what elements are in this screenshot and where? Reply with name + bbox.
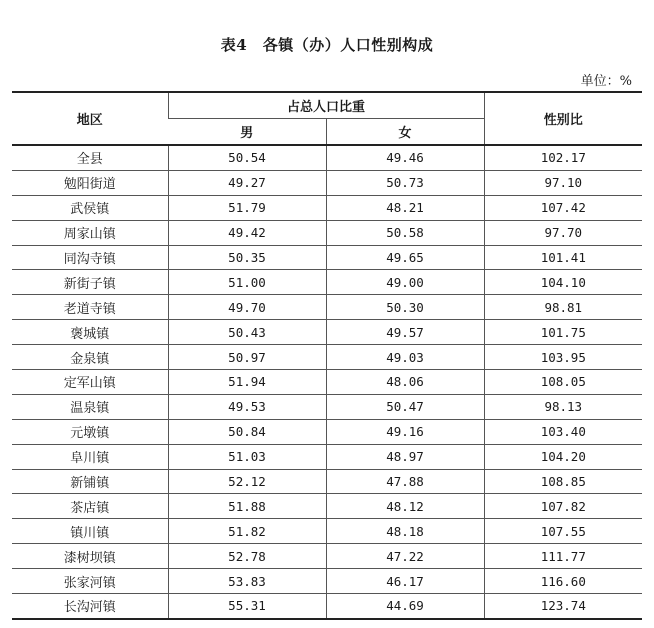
cell-female: 48.12 xyxy=(326,494,484,519)
table-row xyxy=(12,494,642,519)
table-row xyxy=(12,170,642,195)
cell-sex-ratio: 98.81 xyxy=(484,295,642,320)
cell-region: 漆树坝镇 xyxy=(12,544,168,569)
cell-region: 阜川镇 xyxy=(12,444,168,469)
cell-sex-ratio: 123.74 xyxy=(484,594,642,619)
table-body xyxy=(12,145,642,619)
table-row xyxy=(12,469,642,494)
cell-sex-ratio: 101.41 xyxy=(484,245,642,270)
table-row xyxy=(12,220,642,245)
cell-female: 47.22 xyxy=(326,544,484,569)
cell-region: 元墩镇 xyxy=(12,419,168,444)
cell-male: 51.94 xyxy=(168,370,326,395)
cell-male: 50.84 xyxy=(168,419,326,444)
cell-region: 武侯镇 xyxy=(12,195,168,220)
cell-male: 51.82 xyxy=(168,519,326,544)
cell-sex-ratio: 98.13 xyxy=(484,394,642,419)
cell-sex-ratio: 107.42 xyxy=(484,195,642,220)
cell-male: 51.00 xyxy=(168,270,326,295)
cell-female: 48.21 xyxy=(326,195,484,220)
table-row xyxy=(12,544,642,569)
cell-region: 周家山镇 xyxy=(12,220,168,245)
cell-male: 49.42 xyxy=(168,220,326,245)
cell-male: 51.03 xyxy=(168,444,326,469)
cell-male: 49.70 xyxy=(168,295,326,320)
table-row xyxy=(12,245,642,270)
cell-region: 金泉镇 xyxy=(12,345,168,370)
cell-sex-ratio: 97.70 xyxy=(484,220,642,245)
cell-sex-ratio: 97.10 xyxy=(484,170,642,195)
cell-sex-ratio: 104.10 xyxy=(484,270,642,295)
cell-male: 49.53 xyxy=(168,394,326,419)
header-male: 男 xyxy=(168,119,326,146)
table-row xyxy=(12,145,642,170)
cell-male: 51.79 xyxy=(168,195,326,220)
cell-male: 50.54 xyxy=(168,145,326,170)
cell-female: 44.69 xyxy=(326,594,484,619)
cell-region: 新铺镇 xyxy=(12,469,168,494)
cell-female: 50.30 xyxy=(326,295,484,320)
cell-sex-ratio: 103.95 xyxy=(484,345,642,370)
cell-male: 50.97 xyxy=(168,345,326,370)
cell-male: 53.83 xyxy=(168,569,326,594)
cell-male: 49.27 xyxy=(168,170,326,195)
cell-sex-ratio: 108.85 xyxy=(484,469,642,494)
cell-female: 49.57 xyxy=(326,320,484,345)
cell-female: 49.16 xyxy=(326,419,484,444)
cell-region: 茶店镇 xyxy=(12,494,168,519)
cell-female: 47.88 xyxy=(326,469,484,494)
cell-sex-ratio: 107.55 xyxy=(484,519,642,544)
cell-female: 50.58 xyxy=(326,220,484,245)
cell-sex-ratio: 103.40 xyxy=(484,419,642,444)
cell-female: 49.03 xyxy=(326,345,484,370)
cell-region: 新街子镇 xyxy=(12,270,168,295)
cell-region: 勉阳街道 xyxy=(12,170,168,195)
cell-sex-ratio: 111.77 xyxy=(484,544,642,569)
cell-male: 52.12 xyxy=(168,469,326,494)
cell-female: 48.06 xyxy=(326,370,484,395)
table-row xyxy=(12,594,642,619)
cell-region: 温泉镇 xyxy=(12,394,168,419)
table-row xyxy=(12,295,642,320)
table-row xyxy=(12,320,642,345)
cell-female: 50.47 xyxy=(326,394,484,419)
cell-sex-ratio: 102.17 xyxy=(484,145,642,170)
cell-region: 同沟寺镇 xyxy=(12,245,168,270)
cell-region: 张家河镇 xyxy=(12,569,168,594)
header-sex-ratio: 性别比 xyxy=(484,92,642,145)
table-row xyxy=(12,444,642,469)
table-row xyxy=(12,345,642,370)
cell-region: 褒城镇 xyxy=(12,320,168,345)
cell-female: 46.17 xyxy=(326,569,484,594)
table-row xyxy=(12,419,642,444)
population-sex-table xyxy=(12,91,642,620)
table-row xyxy=(12,370,642,395)
cell-male: 51.88 xyxy=(168,494,326,519)
cell-female: 48.97 xyxy=(326,444,484,469)
table-row xyxy=(12,394,642,419)
cell-sex-ratio: 107.82 xyxy=(484,494,642,519)
cell-region: 长沟河镇 xyxy=(12,594,168,619)
unit-label: 单位：% xyxy=(580,74,632,89)
cell-sex-ratio: 116.60 xyxy=(484,569,642,594)
header-region: 地区 xyxy=(12,92,168,145)
table-row xyxy=(12,569,642,594)
cell-male: 52.78 xyxy=(168,544,326,569)
cell-female: 49.46 xyxy=(326,145,484,170)
cell-sex-ratio: 108.05 xyxy=(484,370,642,395)
cell-female: 50.73 xyxy=(326,170,484,195)
header-female: 女 xyxy=(326,119,484,146)
cell-sex-ratio: 104.20 xyxy=(484,444,642,469)
cell-male: 50.35 xyxy=(168,245,326,270)
cell-female: 49.65 xyxy=(326,245,484,270)
cell-male: 50.43 xyxy=(168,320,326,345)
table-title: 表4 各镇（办）人口性别构成 xyxy=(220,36,434,54)
table-row xyxy=(12,270,642,295)
cell-male: 55.31 xyxy=(168,594,326,619)
cell-female: 48.18 xyxy=(326,519,484,544)
table-row xyxy=(12,519,642,544)
cell-female: 49.00 xyxy=(326,270,484,295)
cell-region: 全县 xyxy=(12,145,168,170)
cell-region: 定军山镇 xyxy=(12,370,168,395)
cell-region: 老道寺镇 xyxy=(12,295,168,320)
cell-region: 镇川镇 xyxy=(12,519,168,544)
table-row xyxy=(12,195,642,220)
header-share-group: 占总人口比重 xyxy=(168,92,484,119)
cell-sex-ratio: 101.75 xyxy=(484,320,642,345)
